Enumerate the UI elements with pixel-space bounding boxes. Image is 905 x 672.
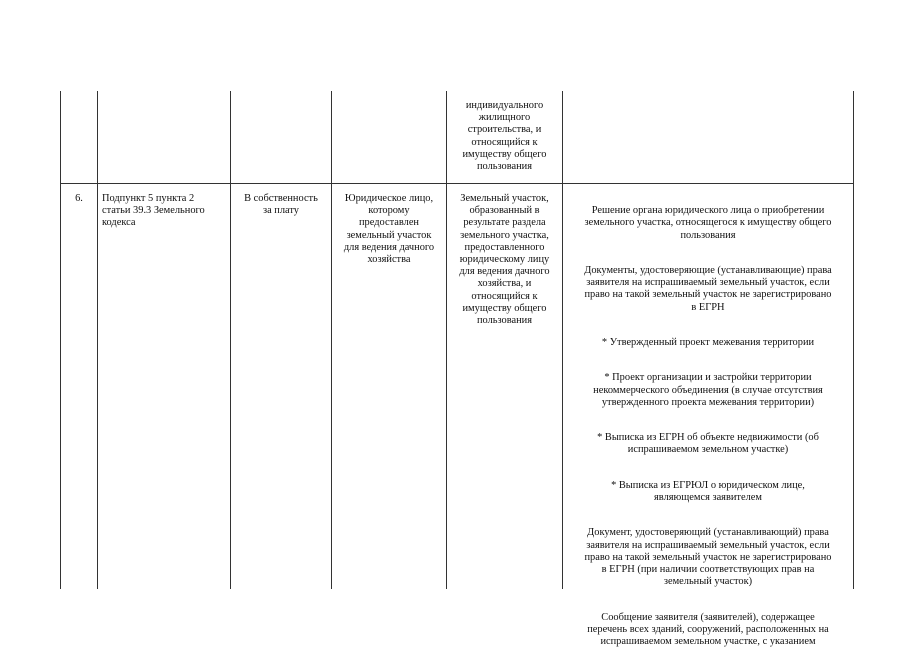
land-plot-cell: Земельный участок, образованный в результате раздела земельного участка, предоставленного юридическому лицу для ведения дачного хозяйства, и относящийся к имуществу общего пользования [459, 193, 550, 327]
applicant-cell: Юридическое лицо, которому предоставлен земельный участок для ведения дачного хозяйства [343, 193, 435, 266]
document-item: Сообщение заявителя (заявителей), содержащее перечень всех зданий, сооружений, расположенных на испрашиваемом земельном участке, с указанием [587, 611, 829, 648]
document-item: * Выписка из ЕГРН об объекте недвижимости (об испрашиваемом земельном участке) [597, 432, 819, 456]
column-divider-1 [97, 91, 98, 589]
document-item: Документ, удостоверяющий (устанавливающий) права заявителя на испрашиваемый земельный участок, если право на такой земельный участок не зарегистрировано в ЕГРН (при наличии соответствующих прав на земельный участок) [584, 527, 832, 588]
document-item: Документы, удостоверяющие (устанавливающие) права заявителя на испрашиваемый земельный участок, если право на такой земельный участок не зарегистрировано в ЕГРН [584, 265, 832, 313]
top-row-land-plot-text: индивидуального жилищного строительства, и относящийся к имуществу общего пользования [462, 100, 547, 173]
row-number: 6. [75, 193, 83, 204]
document-item: * Утвержденный проект межевания территории [601, 337, 815, 349]
column-divider-2 [230, 91, 231, 589]
document-item: * Проект организации и застройки территории некоммерческого объединения (в случае отсутствия утвержденного проекта межевания территории) [593, 372, 823, 408]
table-border-right [853, 91, 854, 589]
document-item: Решение органа юридического лица о приобретении земельного участка, относящегося к имуществу общего пользования [584, 205, 832, 241]
row-divider [60, 183, 853, 184]
documents-cell [563, 193, 853, 672]
document-item: * Выписка из ЕГРЮЛ о юридическом лице, являющемся заявителем [611, 479, 805, 504]
table-border-left [60, 91, 61, 589]
right-type-cell: В собственность за плату [244, 193, 318, 217]
column-divider-3 [331, 91, 332, 589]
legal-basis-cell: Подпункт 5 пункта 2 статьи 39.3 Земельного кодекса [102, 193, 205, 229]
